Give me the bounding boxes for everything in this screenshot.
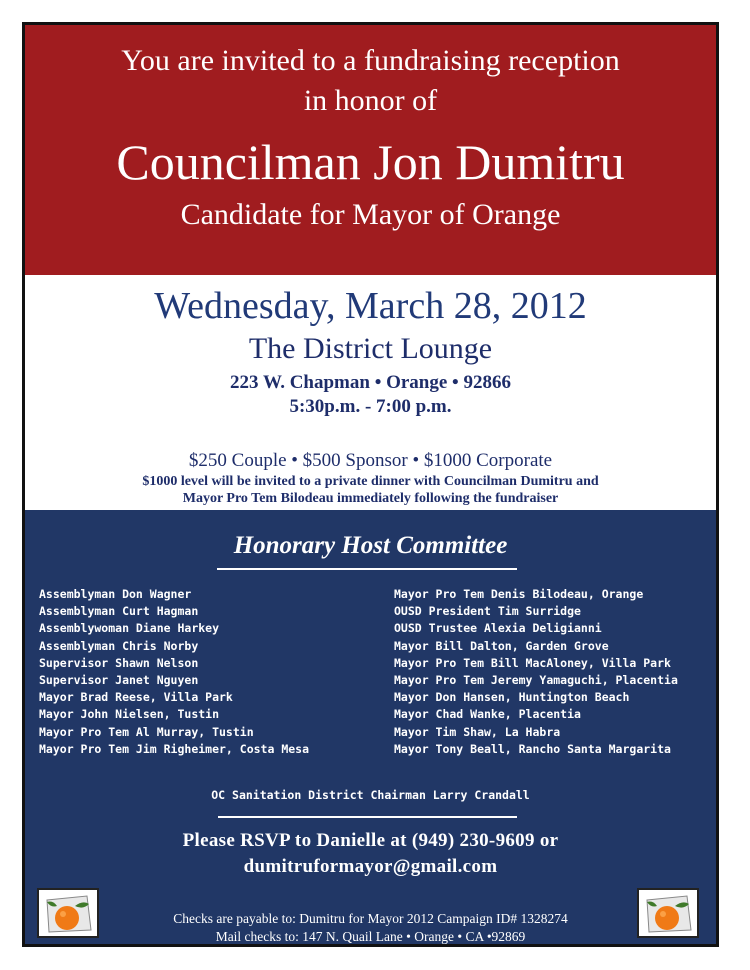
list-item: Mayor John Nielsen, Tustin bbox=[39, 707, 220, 722]
rsvp-line: Please RSVP to Danielle at (949) 230-9609 or bbox=[182, 830, 559, 851]
list-item: Mayor Pro Tem Denis Bilodeau, Orange bbox=[394, 587, 644, 601]
event-time: 5:30p.m. - 7:00 p.m. bbox=[289, 396, 452, 417]
list-item: Mayor Brad Reese, Villa Park bbox=[39, 690, 233, 705]
list-item: Mayor Tim Shaw, La Habra bbox=[394, 724, 561, 739]
committee-final-member: OC Sanitation District Chairman Larry Crandall bbox=[211, 788, 530, 802]
invite-line-2: in honor of bbox=[303, 84, 438, 117]
list-item: Mayor Pro Tem Al Murray, Tustin bbox=[39, 724, 254, 739]
list-item: OUSD President Tim Surridge bbox=[394, 604, 581, 619]
list-item: Mayor Chad Wanke, Placentia bbox=[394, 707, 581, 722]
flyer bbox=[22, 22, 719, 947]
list-item: Supervisor Janet Nguyen bbox=[39, 673, 199, 688]
list-item: OUSD Trustee Alexia Deligianni bbox=[394, 621, 602, 636]
committee-band bbox=[25, 510, 716, 947]
check-instructions bbox=[25, 910, 716, 946]
committee-column-right bbox=[394, 586, 678, 758]
list-item: Mayor Pro Tem Bill MacAloney, Villa Park bbox=[394, 655, 671, 670]
divider bbox=[217, 568, 517, 570]
committee-column-left bbox=[39, 586, 309, 758]
list-item: Mayor Pro Tem Jim Righeimer, Costa Mesa bbox=[39, 741, 310, 756]
event-address: 223 W. Chapman • Orange • 92866 bbox=[230, 372, 511, 393]
checks-mail-address: Mail checks to: 147 N. Quail Lane • Orange • CA •92869 bbox=[215, 929, 526, 944]
candidacy: Candidate for Mayor of Orange bbox=[180, 198, 561, 231]
rsvp-email[interactable]: dumitruformayor@gmail.com bbox=[243, 856, 498, 877]
dinner-note bbox=[25, 473, 716, 507]
invite-line-1: You are invited to a fundraising reception bbox=[121, 44, 620, 77]
event-details bbox=[25, 275, 716, 510]
event-date: Wednesday, March 28, 2012 bbox=[154, 285, 587, 327]
list-item: Assemblyman Curt Hagman bbox=[39, 604, 199, 619]
list-item: Assemblyman Don Wagner bbox=[39, 587, 192, 601]
honoree-name: Councilman Jon Dumitru bbox=[116, 134, 625, 190]
list-item: Supervisor Shawn Nelson bbox=[39, 655, 199, 670]
header-band bbox=[25, 25, 716, 275]
list-item: Mayor Don Hansen, Huntington Beach bbox=[394, 690, 630, 705]
checks-payable: Checks are payable to: Dumitru for Mayor 2012 Campaign ID# 1328274 bbox=[173, 911, 568, 926]
dinner-note-line-2: Mayor Pro Tem Bilodeau immediately following the fundraiser bbox=[182, 491, 559, 506]
divider bbox=[218, 816, 517, 818]
list-item: Mayor Tony Beall, Rancho Santa Margarita bbox=[394, 741, 671, 756]
orange-fruit-icon bbox=[37, 888, 99, 938]
list-item: Mayor Pro Tem Jeremy Yamaguchi, Placentia bbox=[394, 673, 678, 688]
committee-heading: Honorary Host Committee bbox=[233, 532, 508, 559]
list-item: Assemblyman Chris Norby bbox=[39, 638, 199, 653]
event-venue: The District Lounge bbox=[248, 332, 493, 365]
list-item: Mayor Bill Dalton, Garden Grove bbox=[394, 638, 609, 653]
list-item: Assemblywoman Diane Harkey bbox=[39, 621, 220, 636]
donation-levels: $250 Couple • $500 Sponsor • $1000 Corporate bbox=[188, 450, 553, 471]
dinner-note-line-1: $1000 level will be invited to a private dinner with Councilman Dumitru and bbox=[142, 474, 599, 489]
orange-fruit-icon bbox=[637, 888, 699, 938]
